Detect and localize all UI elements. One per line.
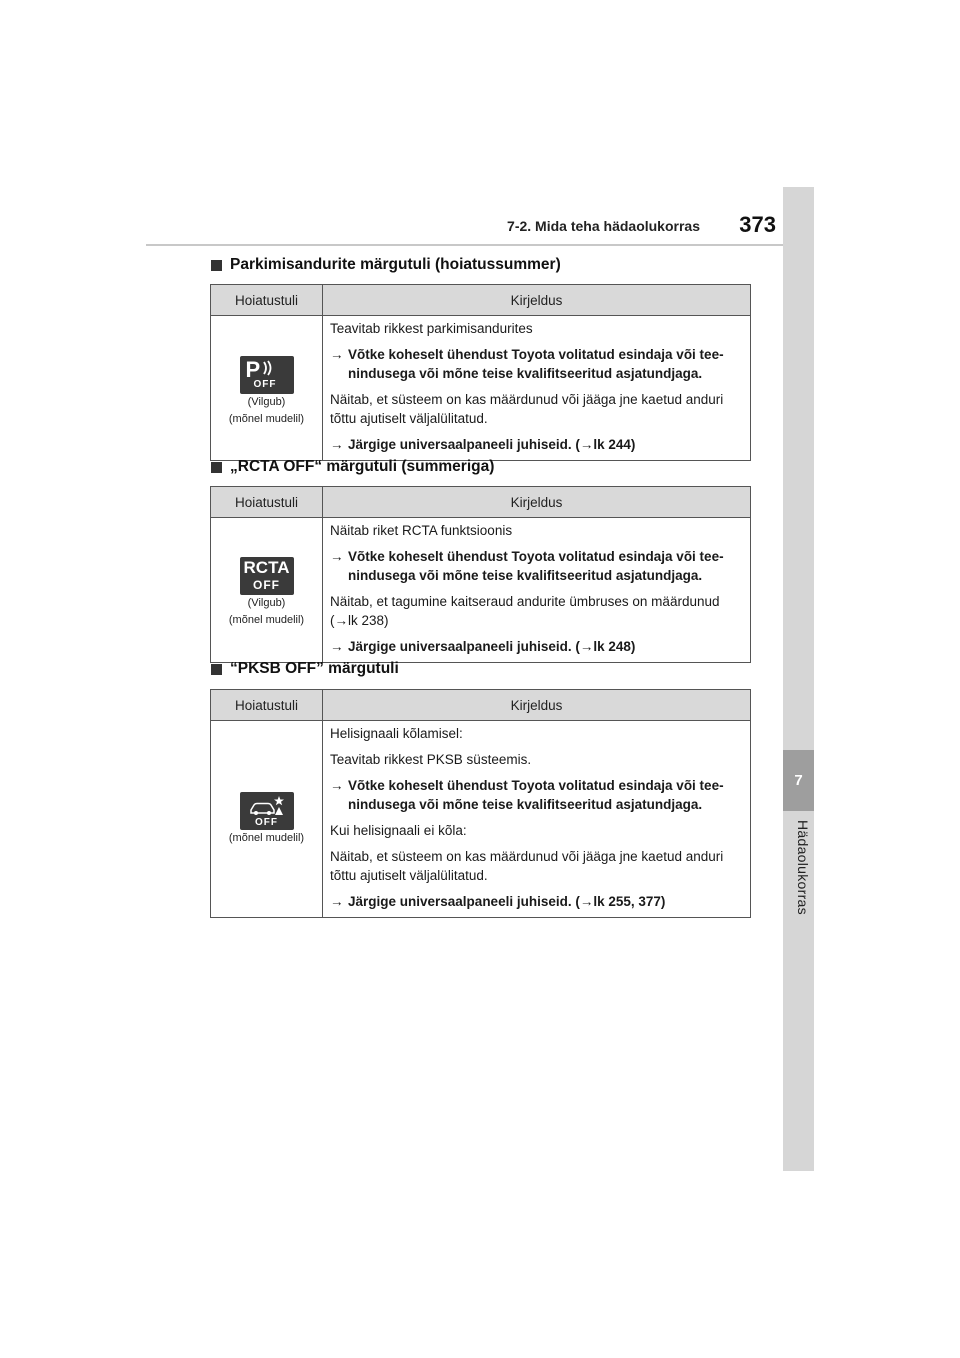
description-text: Näitab, et tagumine kaitseraud andurite ümbruses on määrdunud (→lk 238): [330, 594, 720, 628]
section-heading-pksb: [211, 660, 399, 678]
section-heading-parking-sensor: [211, 256, 561, 274]
page-reference-link[interactable]: lk 255, 377): [593, 894, 666, 909]
description-text: Teavitab rikkest PKSB süsteemis.: [330, 752, 532, 767]
chapter-side-label: Hädaolukorras: [795, 820, 811, 915]
table-header-row: [211, 285, 751, 316]
description-text: Näitab, et süsteem on kas määrdunud või jääga jne kaetud anduri tõttu ajutiselt väljalülitatud.: [330, 392, 724, 426]
chapter-number-tab: 7: [783, 750, 814, 811]
table-row: [211, 316, 751, 461]
arrow-icon: →: [330, 639, 344, 654]
warning-table-parking-sensor: [210, 284, 751, 461]
page-reference-link[interactable]: lk 248): [593, 639, 636, 654]
description-text: Näitab riket RCTA funktsioonis: [330, 523, 513, 538]
arrow-icon: →: [579, 894, 594, 909]
description-text: Näitab, et süsteem on kas määrdunud või jääga jne kaetud anduri tõttu ajutiselt väljalülitatud.: [330, 849, 724, 883]
warning-light-cell: [211, 721, 323, 918]
action-line: → Võtke koheselt ühendust Toyota volitatud esindaja või tee-nindusega või mõne teise kvalifitseeritud asjatundjaga.: [330, 778, 724, 812]
chapter-side-tab: [783, 187, 814, 1171]
page-reference-link[interactable]: lk 244): [593, 437, 636, 452]
parking-sensor-off-icon: P OFF: [240, 356, 294, 394]
page-reference-link[interactable]: lk 238): [348, 613, 389, 628]
warning-light-cell: [211, 316, 323, 461]
model-caption: (mõnel mudelil): [228, 831, 305, 844]
sensor-waves-icon: [262, 360, 276, 376]
model-caption: (mõnel mudelil): [228, 614, 305, 626]
arrow-icon: →: [334, 613, 348, 628]
warning-light-cell: [211, 518, 323, 663]
arrow-icon: →: [579, 437, 594, 452]
table-row: [211, 721, 751, 918]
arrow-icon: →: [330, 549, 344, 564]
pksb-off-icon: OFF: [240, 792, 294, 830]
arrow-icon: →: [330, 778, 344, 793]
bullet-square-icon: [211, 260, 222, 271]
action-line: → Võtke koheselt ühendust Toyota volitatud esindaja või tee-nindusega või mõne teise kvalifitseeritud asjatundjaga.: [330, 347, 724, 381]
action-line: → Järgige universaalpaneeli juhiseid. (→lk 255, 377): [330, 894, 666, 909]
blink-caption: (Vilgub): [247, 396, 286, 408]
warning-table-pksb: [210, 689, 751, 918]
table-header-row: [211, 690, 751, 721]
arrow-icon: →: [330, 437, 344, 452]
arrow-icon: →: [330, 347, 344, 362]
description-cell: [323, 518, 751, 663]
column-header-warning-light: Hoiatustuli: [211, 285, 323, 316]
bullet-square-icon: [211, 664, 222, 675]
rcta-off-icon: RCTA OFF: [240, 557, 294, 595]
header-divider: [146, 244, 783, 246]
chapter-section-title: 7-2. Mida teha hädaolukorras: [507, 218, 700, 234]
bullet-square-icon: [211, 462, 222, 473]
section-heading-text: Parkimisandurite märgutuli (hoiatussummer): [230, 256, 561, 273]
section-heading-text: “PKSB OFF” märgutuli: [230, 660, 399, 677]
column-header-warning-light: Hoiatustuli: [211, 487, 323, 518]
column-header-warning-light: Hoiatustuli: [211, 690, 323, 721]
warning-table-rcta: [210, 486, 751, 663]
column-header-description: Kirjeldus: [323, 285, 751, 316]
column-header-description: Kirjeldus: [323, 690, 751, 721]
action-line: → Järgige universaalpaneeli juhiseid. (→lk 244): [330, 437, 636, 452]
description-cell: [323, 721, 751, 918]
car-brake-icon: [248, 795, 286, 817]
table-header-row: [211, 487, 751, 518]
arrow-icon: →: [579, 639, 594, 654]
model-caption: (mõnel mudelil): [228, 413, 305, 425]
page-number: 373: [739, 212, 776, 237]
description-text: Kui helisignaali ei kõla:: [330, 823, 467, 838]
action-line: → Võtke koheselt ühendust Toyota volitatud esindaja või tee-nindusega või mõne teise kvalifitseeritud asjatundjaga.: [330, 549, 724, 583]
column-header-description: Kirjeldus: [323, 487, 751, 518]
description-cell: [323, 316, 751, 461]
section-heading-rcta: [211, 458, 494, 476]
action-line: → Järgige universaalpaneeli juhiseid. (→lk 248): [330, 639, 636, 654]
section-heading-text: „RCTA OFF“ märgutuli (summeriga): [230, 458, 495, 475]
description-text: Teavitab rikkest parkimisandurites: [330, 321, 533, 336]
table-row: [211, 518, 751, 663]
blink-caption: (Vilgub): [247, 597, 286, 609]
arrow-icon: →: [330, 894, 344, 909]
description-text: Helisignaali kõlamisel:: [330, 726, 463, 741]
